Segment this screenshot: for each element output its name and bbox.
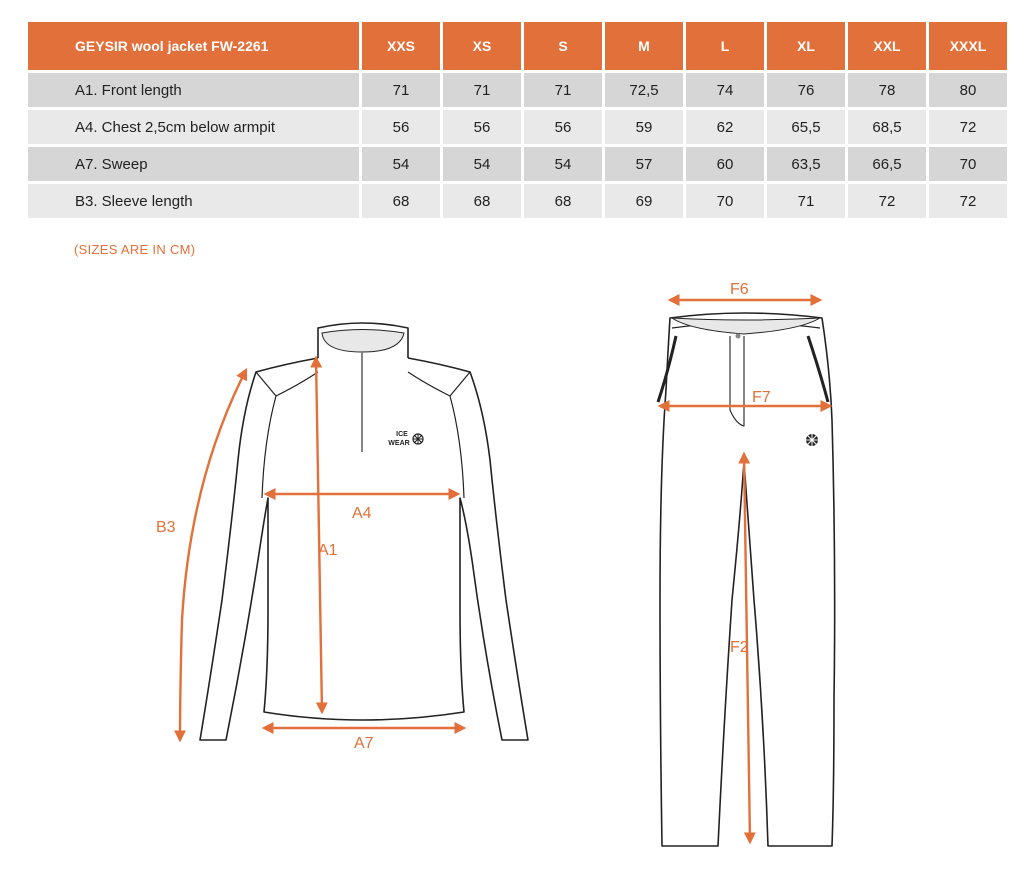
table-cell: 80 (929, 73, 1007, 107)
logo-line-1: ICE (396, 431, 408, 438)
table-cell: 68,5 (848, 110, 926, 144)
table-cell: 54 (443, 147, 521, 181)
table-cell: 71 (524, 73, 602, 107)
a1-label: A1 (318, 542, 338, 559)
jacket-body (200, 358, 528, 740)
table-cell: 71 (443, 73, 521, 107)
table-cell: 76 (767, 73, 845, 107)
table-cell: 72 (929, 184, 1007, 218)
table-cell: 56 (524, 110, 602, 144)
table-cell: 72,5 (605, 73, 683, 107)
table-cell: 57 (605, 147, 683, 181)
f2-label: F2 (730, 639, 749, 656)
table-cell: 71 (767, 184, 845, 218)
size-header-xs: XS (443, 22, 521, 70)
row-label: A7. Sweep (28, 147, 359, 181)
table-cell: 68 (362, 184, 440, 218)
pants-button (736, 334, 741, 339)
table-cell: 69 (605, 184, 683, 218)
table-cell: 71 (362, 73, 440, 107)
table-cell: 68 (524, 184, 602, 218)
units-note: (SIZES ARE IN CM) (74, 242, 196, 257)
table-cell: 68 (443, 184, 521, 218)
table-cell: 74 (686, 73, 764, 107)
a7-label: A7 (354, 735, 374, 752)
size-header-xxl: XXL (848, 22, 926, 70)
size-header-m: M (605, 22, 683, 70)
size-header-xl: XL (767, 22, 845, 70)
row-label: A4. Chest 2,5cm below armpit (28, 110, 359, 144)
table-cell: 63,5 (767, 147, 845, 181)
snowflake-icon-rays (806, 434, 818, 446)
table-cell: 59 (605, 110, 683, 144)
size-header-s: S (524, 22, 602, 70)
row-label: A1. Front length (28, 73, 359, 107)
size-header-xxxl: XXXL (929, 22, 1007, 70)
table-cell: 62 (686, 110, 764, 144)
pants-snowflake-logo (806, 434, 818, 446)
size-header-l: L (686, 22, 764, 70)
table-cell: 72 (848, 184, 926, 218)
snowflake-icon-rays (413, 434, 423, 444)
f6-label: F6 (730, 281, 749, 298)
table-title-cell: GEYSIR wool jacket FW-2261 (28, 22, 359, 70)
table-cell: 72 (929, 110, 1007, 144)
table-cell: 65,5 (767, 110, 845, 144)
table-cell: 56 (362, 110, 440, 144)
f7-label: F7 (752, 389, 771, 406)
table-cell: 56 (443, 110, 521, 144)
a4-label: A4 (352, 505, 372, 522)
table-cell: 54 (362, 147, 440, 181)
size-header-xxs: XXS (362, 22, 440, 70)
table-cell: 60 (686, 147, 764, 181)
logo-line-2: WEAR (388, 440, 410, 447)
table-cell: 66,5 (848, 147, 926, 181)
jacket-illustration (200, 323, 528, 740)
row-label: B3. Sleeve length (28, 184, 359, 218)
b3-label: B3 (156, 519, 176, 536)
pants-outline (660, 313, 835, 846)
table-cell: 78 (848, 73, 926, 107)
table-cell: 70 (929, 147, 1007, 181)
table-cell: 70 (686, 184, 764, 218)
table-cell: 54 (524, 147, 602, 181)
